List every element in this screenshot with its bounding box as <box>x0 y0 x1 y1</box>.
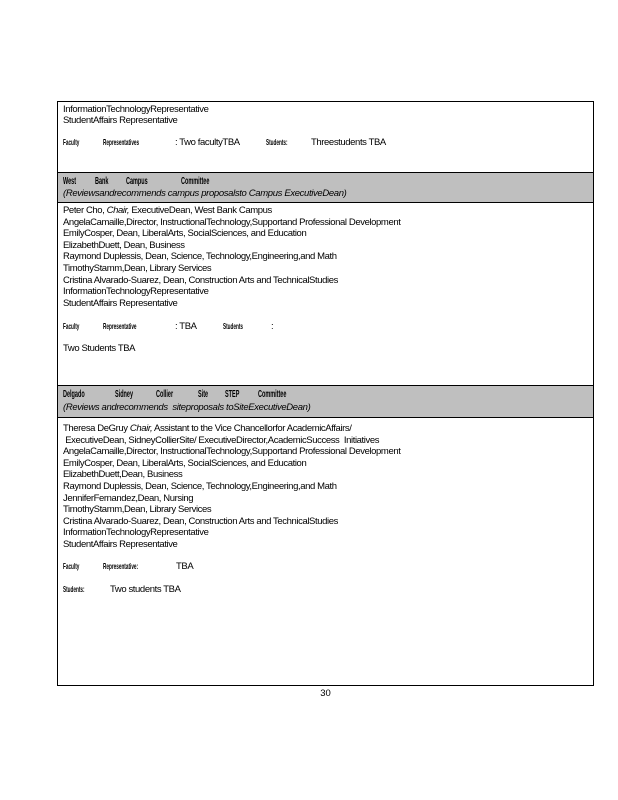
member-line <box>63 263 591 275</box>
member-text: TimothyStamm,Dean, Library Services <box>63 504 212 516</box>
committee-title-word: Collier <box>156 389 174 400</box>
committee-title-word: Bank <box>95 176 109 187</box>
faculty-tba-value: : Two facultyTBA <box>175 137 240 148</box>
committee-title-word: Delgado <box>63 389 85 400</box>
faculty-tba-value: TBA <box>176 561 194 572</box>
member-line <box>63 446 591 458</box>
member-line <box>63 469 591 481</box>
member-line <box>63 516 591 528</box>
member-line <box>63 251 591 263</box>
faculty-label: Faculty <box>63 321 80 331</box>
students-colon: : <box>271 321 274 332</box>
member-line <box>63 504 591 516</box>
committee-title-word: Campus <box>126 176 148 187</box>
representatives-label: Representatives <box>103 137 140 147</box>
top-faculty-representatives-row <box>58 137 593 149</box>
top-line-it-representative: InformationTechnologyRepresentative <box>63 104 209 115</box>
committee-title-word: STEP <box>225 389 240 400</box>
member-text: EmilyCosper, Dean, LiberalArts, SocialSciences, and Education <box>63 228 307 240</box>
member-line <box>63 286 591 298</box>
member-line <box>63 205 591 217</box>
west-bank-faculty-representative-row <box>58 321 593 333</box>
member-text: Raymond Duplessis, Dean, Science, Technology,Engineering,and Math <box>63 480 337 492</box>
committee-title-word: Sidney <box>115 389 134 400</box>
member-text: StudentAffairs Representative <box>63 538 178 550</box>
member-text: Cristina Alvarado-Suarez, Dean, Construction Arts and TechnicalStudies <box>63 274 338 286</box>
member-line <box>63 539 591 551</box>
member-text: Peter Cho, <box>63 205 107 216</box>
delgado-faculty-representative-row <box>58 561 593 573</box>
committee-subtitle: (Reviews andrecommends siteproposals toSiteExecutiveDean) <box>63 402 311 413</box>
member-text: Assistant to the Vice Chancellorfor AcademicAffairs/ <box>152 423 352 434</box>
west-bank-committee-header <box>58 172 593 203</box>
member-role-italic: Chair, <box>129 423 153 434</box>
member-text: ExecutiveDean, SidneyCollierSite/ ExecutiveDirector,AcademicSuccess Initiatives <box>63 434 380 446</box>
member-text: Cristina Alvarado-Suarez, Dean, Construction Arts and TechnicalStudies <box>63 515 338 527</box>
representative-label: Representative: <box>103 561 139 571</box>
committee-title-word: Committee <box>258 389 287 400</box>
member-text: Theresa DeGruy <box>63 423 130 434</box>
member-line <box>63 240 591 252</box>
students-label: Students: <box>266 137 288 147</box>
delgado-students-row <box>58 584 593 596</box>
member-line <box>63 228 591 240</box>
committee-subtitle: (Reviewsandrecommends campus proposalsto Campus ExecutiveDean) <box>63 188 347 199</box>
west-bank-member-list <box>63 205 591 309</box>
member-text: EmilyCosper, Dean, LiberalArts, SocialSciences, and Education <box>63 457 307 469</box>
member-text: StudentAffairs Representative <box>63 297 178 309</box>
member-line <box>63 423 591 435</box>
delgado-committee-header <box>58 385 593 418</box>
member-text: Raymond Duplessis, Dean, Science, Technology,Engineering,and Math <box>63 251 337 263</box>
member-text: AngelaCamaille,Director, InstructionalTechnology,Supportand Professional Development <box>63 446 401 458</box>
member-text: ElizabethDuett,Dean, Business <box>63 469 183 481</box>
member-line <box>63 298 591 310</box>
member-text: JenniferFernandez,Dean, Nursing <box>63 492 194 504</box>
students-tba-value: Threestudents TBA <box>311 137 386 148</box>
faculty-label: Faculty <box>63 137 80 147</box>
top-line-student-affairs-representative: StudentAffairs Representative <box>63 115 178 126</box>
students-label: Students: <box>63 584 85 594</box>
member-line <box>63 527 591 539</box>
member-text: TimothyStamm,Dean, Library Services <box>63 262 212 274</box>
member-text: InformationTechnologyRepresentative <box>63 527 209 539</box>
representative-label: Representative <box>103 321 137 331</box>
students-label: Students <box>223 321 244 331</box>
students-tba-value: Two students TBA <box>110 584 181 595</box>
member-line <box>63 275 591 287</box>
member-text: ElizabethDuett, Dean, Business <box>63 239 185 251</box>
member-text: InformationTechnologyRepresentative <box>63 286 209 298</box>
member-line <box>63 217 591 229</box>
committee-title-word: Committee <box>181 176 210 187</box>
page-number: 30 <box>320 688 331 699</box>
delgado-member-list <box>63 423 591 551</box>
committee-title-word: Site <box>198 389 209 400</box>
faculty-tba-value: : TBA <box>175 321 197 332</box>
member-line <box>63 458 591 470</box>
member-text: AngelaCamaille,Director, InstructionalTechnology,Supportand Professional Development <box>63 216 401 228</box>
member-text: ExecutiveDean, West Bank Campus <box>129 205 272 216</box>
member-line <box>63 481 591 493</box>
member-line <box>63 493 591 505</box>
member-line <box>63 435 591 447</box>
west-bank-two-students-note: Two Students TBA <box>63 343 136 354</box>
member-role-italic: Chair, <box>106 205 130 216</box>
faculty-label: Faculty <box>63 561 80 571</box>
document-table-frame <box>57 101 594 686</box>
committee-title-word: West <box>63 176 77 187</box>
